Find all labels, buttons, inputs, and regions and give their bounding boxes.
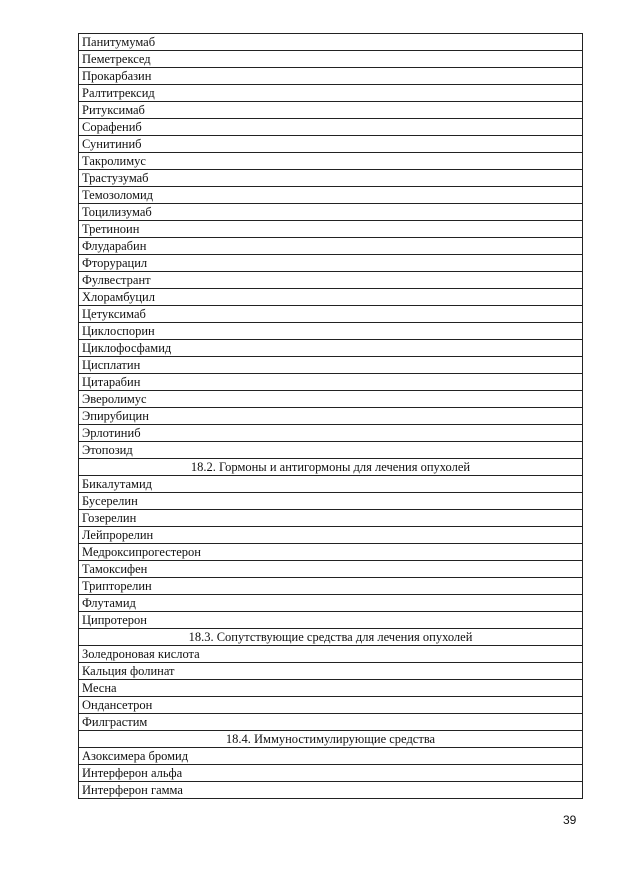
drug-name: Сорафениб	[79, 119, 583, 136]
drug-name: Сунитиниб	[79, 136, 583, 153]
table-row	[79, 85, 583, 102]
drug-name: Интерферон гамма	[79, 782, 583, 799]
table-row	[79, 663, 583, 680]
drug-name: Цисплатин	[79, 357, 583, 374]
table-row	[79, 221, 583, 238]
table-row	[79, 493, 583, 510]
table-row	[79, 476, 583, 493]
drug-name: Трипторелин	[79, 578, 583, 595]
drug-name: Ралтитрексид	[79, 85, 583, 102]
table-row	[79, 595, 583, 612]
table-row	[79, 680, 583, 697]
drug-name: Бусерелин	[79, 493, 583, 510]
drug-list-body	[79, 34, 583, 799]
table-row	[79, 510, 583, 527]
table-row	[79, 561, 583, 578]
drug-name: Гозерелин	[79, 510, 583, 527]
table-row	[79, 782, 583, 799]
table-row	[79, 238, 583, 255]
drug-name: Азоксимера бромид	[79, 748, 583, 765]
table-row	[79, 391, 583, 408]
table-row	[79, 136, 583, 153]
drug-name: Третиноин	[79, 221, 583, 238]
table-row	[79, 357, 583, 374]
drug-name: Цитарабин	[79, 374, 583, 391]
drug-name: Ондансетрон	[79, 697, 583, 714]
table-row	[79, 697, 583, 714]
drug-name: Прокарбазин	[79, 68, 583, 85]
table-row	[79, 748, 583, 765]
drug-name: Темозоломид	[79, 187, 583, 204]
table-row	[79, 119, 583, 136]
section-header-row	[79, 459, 583, 476]
drug-name: Интерферон альфа	[79, 765, 583, 782]
table-row	[79, 425, 583, 442]
drug-name: Ритуксимаб	[79, 102, 583, 119]
drug-name: Флударабин	[79, 238, 583, 255]
drug-name: Циклофосфамид	[79, 340, 583, 357]
drug-name: Такролимус	[79, 153, 583, 170]
section-header-row	[79, 629, 583, 646]
drug-name: Фторурацил	[79, 255, 583, 272]
table-row	[79, 51, 583, 68]
drug-name: Месна	[79, 680, 583, 697]
table-row	[79, 714, 583, 731]
table-row	[79, 646, 583, 663]
drug-name: Цетуксимаб	[79, 306, 583, 323]
table-row	[79, 578, 583, 595]
drug-name: Филграстим	[79, 714, 583, 731]
drug-name: Тоцилизумаб	[79, 204, 583, 221]
drug-name: Пеметрексед	[79, 51, 583, 68]
table-row	[79, 255, 583, 272]
drug-name: Золедроновая кислота	[79, 646, 583, 663]
drug-name: Лейпрорелин	[79, 527, 583, 544]
drug-name: Тамоксифен	[79, 561, 583, 578]
table-row	[79, 306, 583, 323]
section-header-row	[79, 731, 583, 748]
section-title: 18.3. Сопутствующие средства для лечения опухолей	[79, 629, 583, 646]
table-row	[79, 765, 583, 782]
table-row	[79, 187, 583, 204]
drug-name: Ципротерон	[79, 612, 583, 629]
drug-name: Трастузумаб	[79, 170, 583, 187]
table-row	[79, 170, 583, 187]
drug-name: Хлорамбуцил	[79, 289, 583, 306]
table-row	[79, 340, 583, 357]
table-row	[79, 442, 583, 459]
drug-name: Панитумумаб	[79, 34, 583, 51]
table-row	[79, 34, 583, 51]
drug-name: Эрлотиниб	[79, 425, 583, 442]
table-row	[79, 102, 583, 119]
drug-name: Флутамид	[79, 595, 583, 612]
drug-name: Кальция фолинат	[79, 663, 583, 680]
table-row	[79, 289, 583, 306]
page-number: 39	[563, 813, 577, 827]
drug-name: Эпирубицин	[79, 408, 583, 425]
drug-name: Бикалутамид	[79, 476, 583, 493]
drug-name: Эверолимус	[79, 391, 583, 408]
drug-name: Этопозид	[79, 442, 583, 459]
table-row	[79, 374, 583, 391]
table-row	[79, 272, 583, 289]
drug-list-table	[78, 33, 583, 799]
table-row	[79, 323, 583, 340]
table-row	[79, 612, 583, 629]
section-title: 18.4. Иммуностимулирующие средства	[79, 731, 583, 748]
drug-name: Циклоспорин	[79, 323, 583, 340]
table-row	[79, 408, 583, 425]
table-row	[79, 204, 583, 221]
table-row	[79, 153, 583, 170]
table-row	[79, 527, 583, 544]
table-row	[79, 544, 583, 561]
section-title: 18.2. Гормоны и антигормоны для лечения опухолей	[79, 459, 583, 476]
drug-name: Фулвестрант	[79, 272, 583, 289]
drug-name: Медроксипрогестерон	[79, 544, 583, 561]
table-row	[79, 68, 583, 85]
